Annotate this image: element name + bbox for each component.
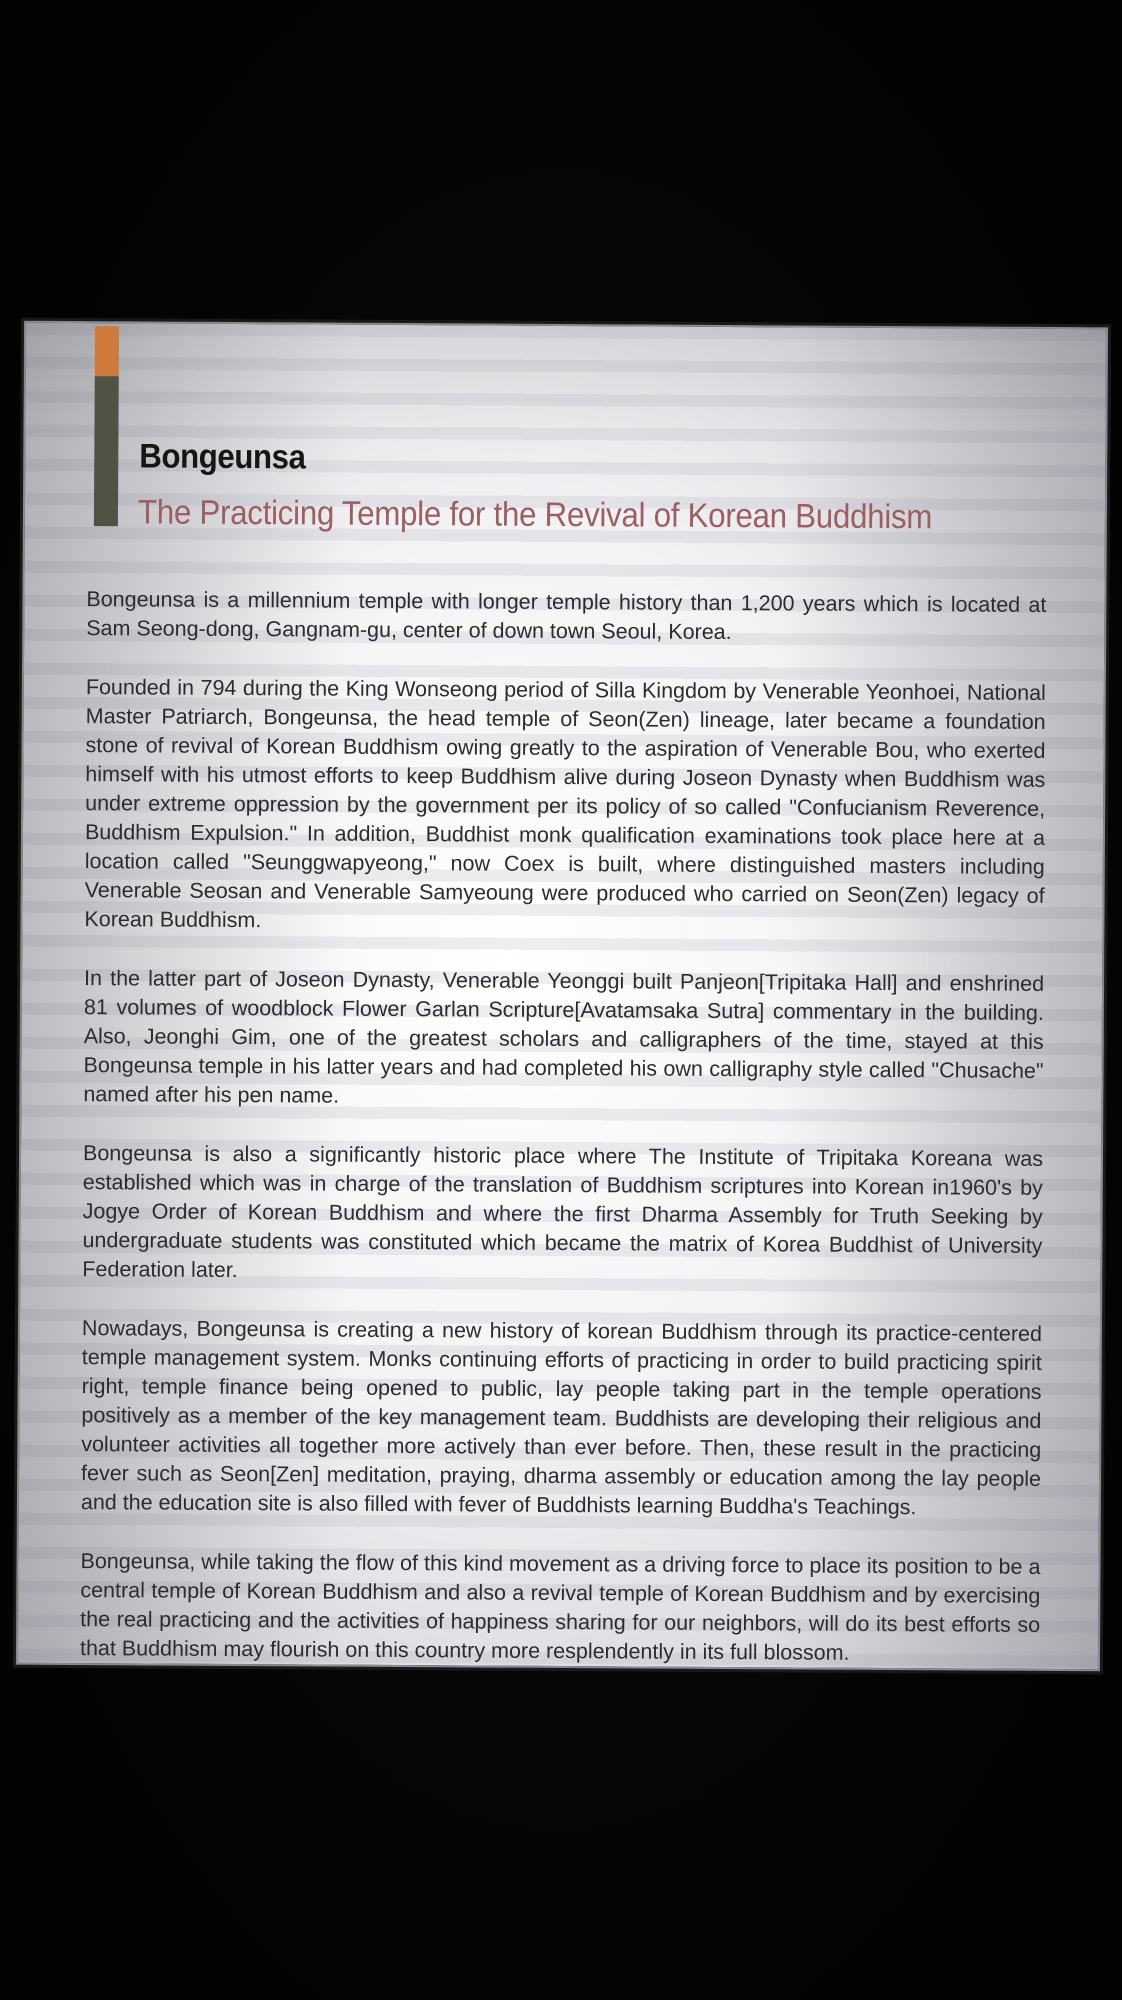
- information-sign: [16, 321, 1108, 1672]
- accent-bar: [94, 326, 119, 526]
- sign-subtitle: The Practicing Temple for the Revival of Korean Buddhism: [137, 493, 933, 537]
- paragraph-nowadays: Nowadays, Bongeunsa is creating a new history of korean Buddhism through its practice-centered temple management system. Monks continuing efforts of practicing in order to build practicing spirit right, temple finance being opened to public, lay people taking part in the temple operations positively as a member of the key management team. Buddhists are developing their religious and volunteer activities all together more actively than ever before. Then, these result in the practicing fever such as Seon[Zen] meditation, praying, dharma assembly or education among the lay people and the education site is also filled with fever of Buddhists learning Buddha's Teachings.: [80, 1316, 1043, 1520]
- paragraph-institute: Bongeunsa is also a significantly historic place where The Institute of Tripitaka Koreana was established which was in charge of the translation of Buddhism scriptures into Korean in1960's by Jogye Order of Korean Buddhism and where the first Dharma Assembly for Truth Seeking by undergraduate students was constituted which became the matrix of Korea Buddhist of University Federation later.: [82, 1141, 1044, 1283]
- paragraph-joseon: In the latter part of Joseon Dynasty, Venerable Yeonggi built Panjeon[Tripitaka Hall] and enshrined 81 volumes of woodblock Flower Garlan Scripture[Avatamsaka Sutra] commentary in the building. Also, Jeonghi Gim, one of the greatest scholars and calligraphers of the time, stayed at this Bongeunsa temple in his latter years and had completed his own calligraphy style called "Chusache" named after his pen name.: [83, 966, 1045, 1108]
- accent-bar-dark: [94, 376, 119, 526]
- sign-body: [80, 585, 1047, 1699]
- paragraph-intro: Bongeunsa is a millennium temple with longer temple history than 1,200 years which is located at Sam Seong-dong, Gangnam-gu, center of down town Seoul, Korea.: [86, 587, 1047, 645]
- paragraph-future: Bongeunsa, while taking the flow of this kind movement as a driving force to place its position to be a central temple of Korean Buddhism and also a revival temple of Korean Buddhism and by exercising the real practicing and the activities of happiness sharing for our neighbors, will do its best efforts so that Buddhism may flourish on this country more resplendently in its full blossom.: [79, 1549, 1041, 1665]
- sign-title: Bongeunsa: [139, 437, 306, 477]
- accent-bar-orange: [95, 326, 119, 376]
- paragraph-founding: Founded in 794 during the King Wonseong period of Silla Kingdom by Venerable Yeonhoei, National Master Patriarch, Bongeunsa, the head temple of Seon(Zen) lineage, later became a foundation stone of revival of Korean Buddhism owing greatly to the aspiration of Venerable Bou, who exerted himself with his utmost efforts to keep Buddhism alive during Joseon Dynasty when Buddhism was under extreme oppression by the government per its policy of so called "Confucianism Reverence, Buddhism Expulsion." In addition, Buddhist monk qualification examinations took place here at a location called "Seunggwapyeong," now Coex is built, where distinguished masters including Venerable Seosan and Venerable Samyeoung were produced who carried on Seon(Zen) legacy of Korean Buddhism.: [84, 675, 1046, 933]
